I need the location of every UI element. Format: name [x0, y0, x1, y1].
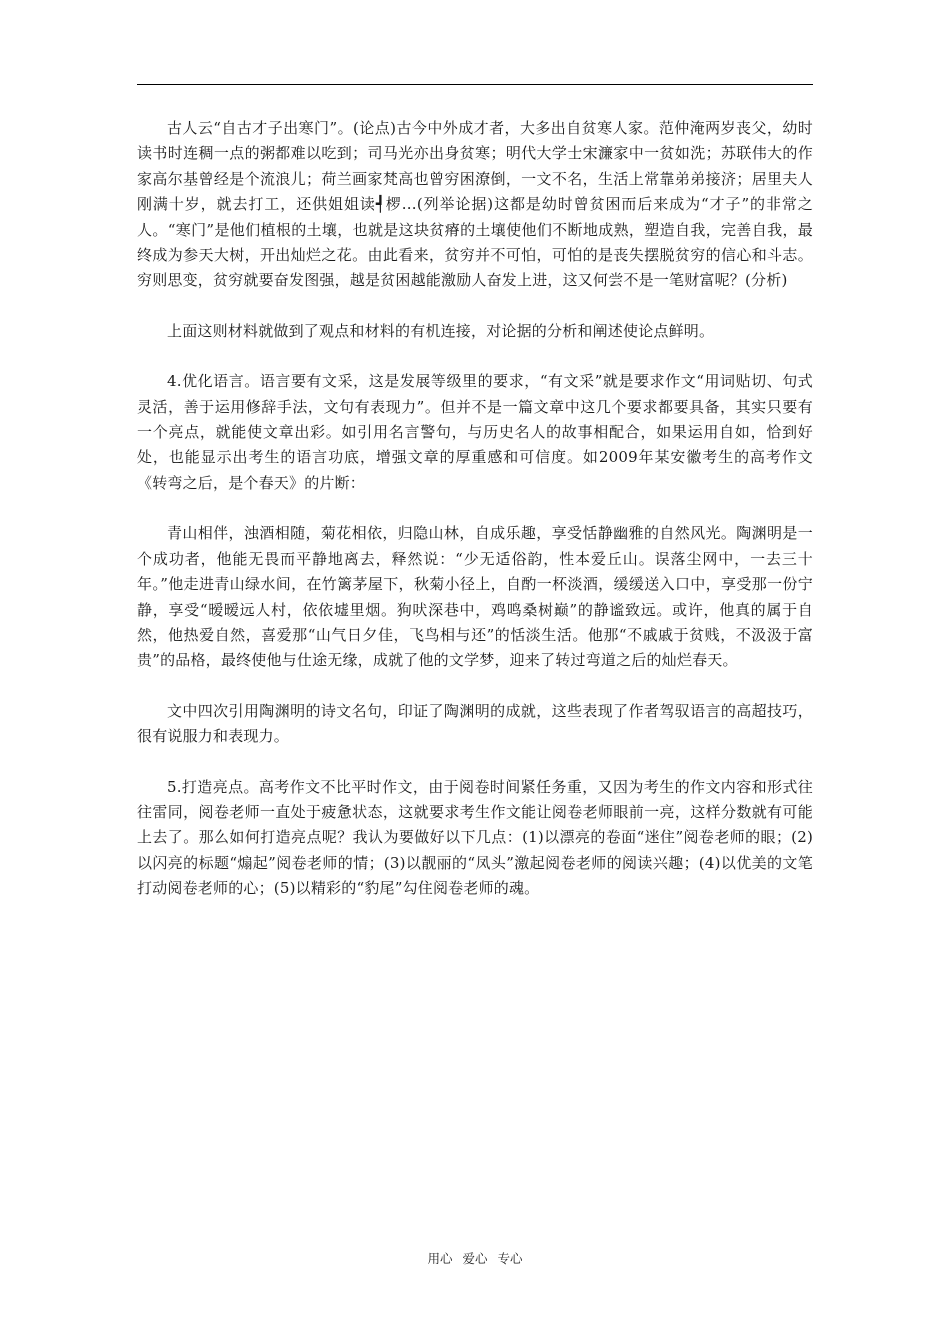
page-footer: 用心 爱心 专心: [427, 1251, 523, 1266]
paragraph-optimize-language: 4.优化语言。语言要有文采，这是发展等级里的要求，“有文采”就是要求作文“用词贴切、句式灵活，善于运用修辞手法，文句有表现力”。但并不是一篇文章中这几个要求都要具备，其实只要有一个亮点，就能使文章出彩。如引用名言警句，与历史名人的故事相配合，如果运用自如，恰到好处，也能显示出考生的语言功底，增强文章的厚重感和可信度。如2009年某安徽考生的高考作文《转弯之后，是个春天》的片断：: [137, 372, 813, 492]
paragraph-highlights: 5.打造亮点。高考作文不比平时作文，由于阅卷时间紧任务重，又因为考生的作文内容和形式往往雷同，阅卷老师一直处于疲惫状态，这就要求考生作文能让阅卷老师眼前一亮，这样分数就有可能上去了。那么如何打造亮点呢？我认为要做好以下几点：(1)以漂亮的卷面“迷住”阅卷老师的眼；(2)以闪亮的标题“煽起”阅卷老师的情；(3)以靓丽的“凤头”激起阅卷老师的阅读兴趣；(4)以优美的文笔打动阅卷老师的心；(5)以精彩的“豹尾”勾住阅卷老师的魂。: [137, 777, 813, 898]
paragraph-argument-example: 古人云“自古才子出寒门”。(论点)古今中外成才者，大多出自贫寒人家。范仲淹两岁丧父，幼时读书时连稠一点的粥都难以吃到；司马光亦出身贫寒；明代大学士宋濂家中一贫如洗；苏联伟大的作家高尔基曾经是个流浪儿；荷兰画家梵高也曾穷困潦倒，一文不名，生活上常靠弟弟接济；居里夫人刚满十岁，就去打工，还供姐姐读┩椤…(列举论据)这都是幼时曾贫困而后来成为“才子”的非常之人。“寒门”是他们植根的土壤，也就是这块贫瘠的土壤使他们不断地成熟，塑造自我，完善自我，最终成为参天大树，开出灿烂之花。由此看来，贫穷并不可怕，可怕的是丧失摆脱贫穷的信心和斗志。穷则思变，贫穷就要奋发图强，越是贫困越能激励人奋发上进，这又何尝不是一笔财富呢？(分析): [137, 119, 813, 290]
document-body: [137, 116, 813, 902]
header-rule: [137, 84, 813, 85]
paragraph-essay-excerpt: 青山相伴，浊酒相随，菊花相依，归隐山林，自成乐趣，享受恬静幽雅的自然风光。陶渊明是一个成功者，他能无畏而平静地离去，释然说：“少无适俗韵，性本爱丘山。误落尘网中，一去三十年。”他走进青山绿水间，在竹篱茅屋下，秋菊小径上，自酌一杯淡酒，缓缓送入口中，享受那一份宁静，享受“暧暧远人村，依依墟里烟。狗吠深巷中，鸡鸣桑树巅”的静谧致远。或许，他真的属于自然，他热爱自然，喜爱那“山气日夕佳，飞鸟相与还”的恬淡生活。他那“不戚戚于贫贱，不汲汲于富贵”的品格，最终使他与仕途无缘，成就了他的文学梦，迎来了转过弯道之后的灿烂春天。: [137, 524, 813, 670]
paragraph-argument-comment: 上面这则材料就做到了观点和材料的有机连接，对论据的分析和阐述使论点鲜明。: [167, 321, 715, 340]
paragraph-excerpt-comment: 文中四次引用陶渊明的诗文名句，印证了陶渊明的成就，这些表现了作者驾驭语言的高超技巧，很有说服力和表现力。: [137, 701, 813, 746]
